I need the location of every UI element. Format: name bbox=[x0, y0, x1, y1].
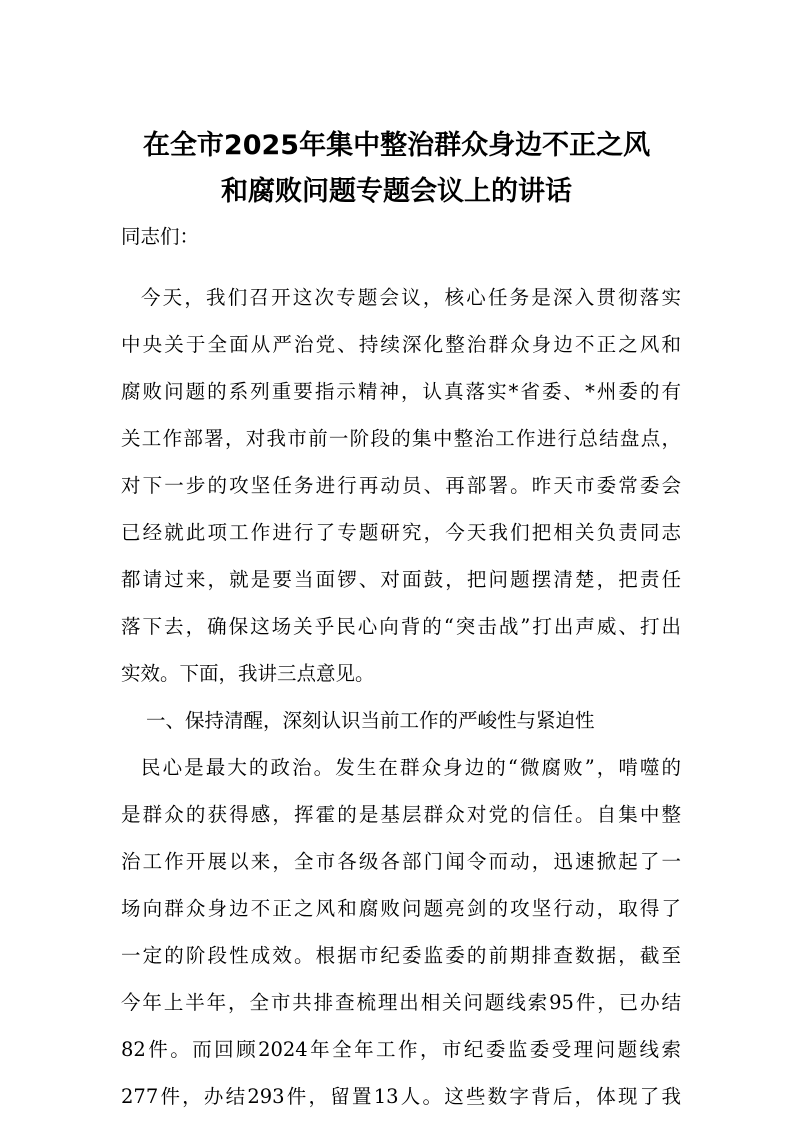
paragraph-1-line: 落下去，确保这场关乎民心向背的“突击战”打出声威、打出 bbox=[121, 615, 681, 638]
salutation: 同志们： bbox=[121, 225, 200, 248]
paragraph-1-line: 关工作部署，对我市前一阶段的集中整治工作进行总结盘点， bbox=[121, 427, 681, 450]
document-title-line-2: 和腐败问题专题会议上的讲话 bbox=[221, 176, 572, 207]
paragraph-1-line: 腐败问题的系列重要指示精神，认真落实*省委、*州委的有 bbox=[121, 380, 681, 403]
paragraph-2-line: 民心是最大的政治。发生在群众身边的“微腐败”，啃噬的 bbox=[141, 756, 681, 779]
paragraph-1-line: 中央关于全面从严治党、持续深化整治群众身边不正之风和 bbox=[121, 333, 681, 356]
paragraph-2-line: 一定的阶段性成效。根据市纪委监委的前期排查数据，截至 bbox=[121, 944, 681, 967]
document-title-line-1: 在全市2025年集中整治群众身边不正之风 bbox=[142, 130, 651, 161]
paragraph-1-line: 对下一步的攻坚任务进行再动员、再部署。昨天市委常委会 bbox=[121, 474, 681, 497]
paragraph-2-line: 277件，办结293件，留置13人。这些数字背后，体现了我 bbox=[121, 1085, 681, 1108]
paragraph-2-line: 今年上半年，全市共排查梳理出相关问题线索95件，已办结 bbox=[121, 991, 681, 1014]
paragraph-1-line: 今天，我们召开这次专题会议，核心任务是深入贯彻落实 bbox=[141, 286, 681, 309]
paragraph-1-line: 都请过来，就是要当面锣、对面鼓，把问题摆清楚，把责任 bbox=[121, 568, 681, 591]
paragraph-2-line: 治工作开展以来，全市各级各部门闻令而动，迅速掀起了一 bbox=[121, 850, 681, 873]
paragraph-2-line: 是群众的获得感，挥霍的是基层群众对党的信任。自集中整 bbox=[121, 803, 681, 826]
paragraph-1-line: 已经就此项工作进行了专题研究，今天我们把相关负责同志 bbox=[121, 521, 681, 544]
paragraph-2-line: 场向群众身边不正之风和腐败问题亮剑的攻坚行动，取得了 bbox=[121, 897, 681, 920]
section-heading: 一、保持清醒，深刻认识当前工作的严峻性与紧迫性 bbox=[146, 709, 595, 732]
paragraph-2-line: 82件。而回顾2024年全年工作，市纪委监委受理问题线索 bbox=[121, 1038, 681, 1061]
paragraph-1-line: 实效。下面，我讲三点意见。 bbox=[121, 662, 375, 685]
